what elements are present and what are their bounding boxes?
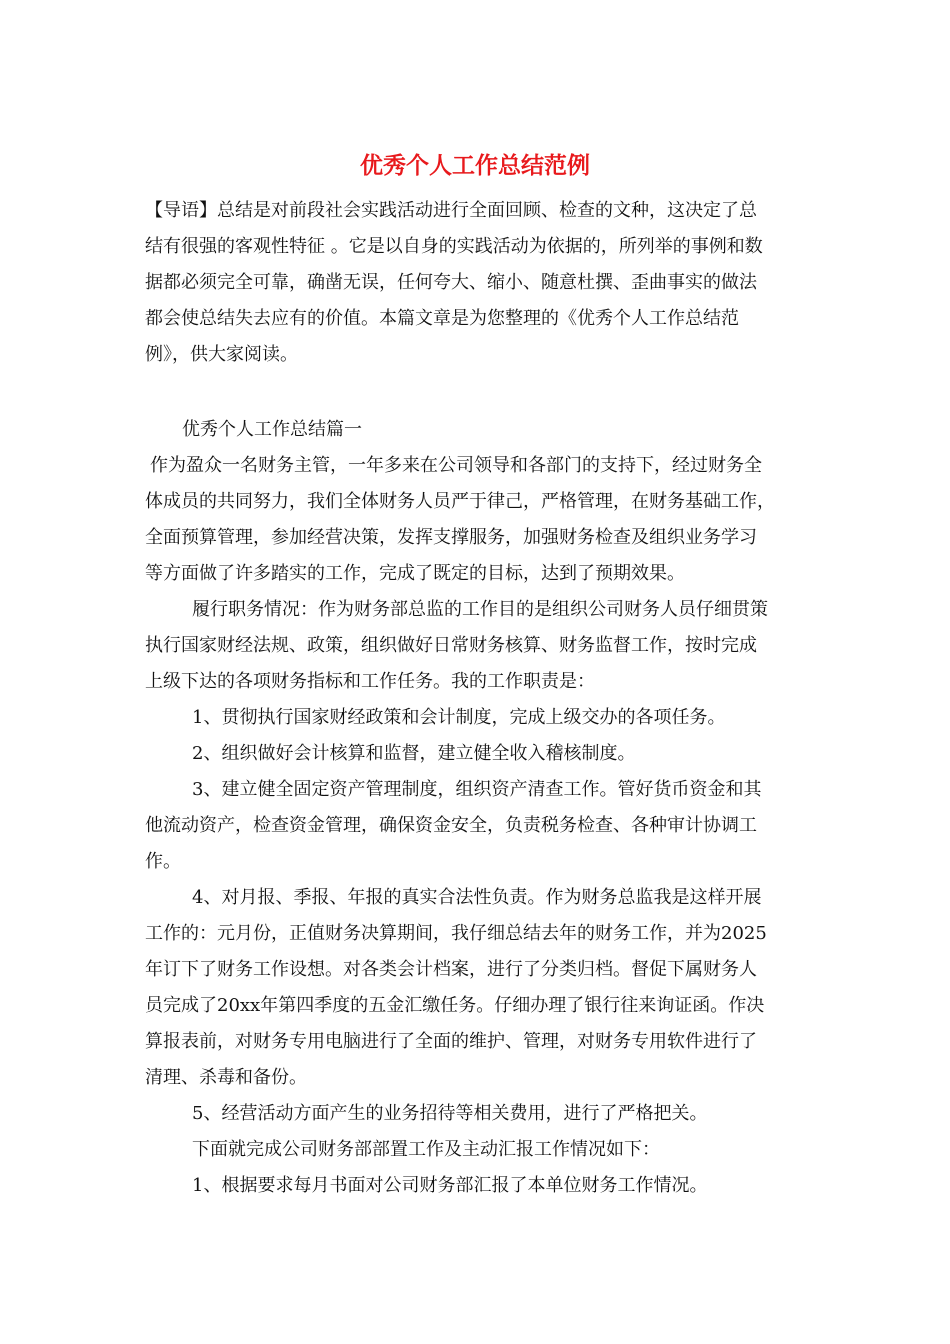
intro-line-2: 结有很强的客观性特征 。它是以自身的实践活动为依据的，所列举的事例和数	[145, 236, 763, 257]
document-title: 优秀个人工作总结范例	[360, 152, 590, 179]
paragraph-line: 执行国家财经法规、政策，组织做好日常财务核算、财务监督工作，按时完成	[145, 635, 757, 656]
paragraph-line: 工作的：元月份，正值财务决算期间，我仔细总结去年的财务工作，并为2025	[145, 923, 767, 944]
intro-line-5: 例》，供大家阅读。	[145, 344, 298, 365]
intro-line-4: 都会使总结失去应有的价值。本篇文章是为您整理的《优秀个人工作总结范	[145, 308, 739, 329]
paragraph-line: 等方面做了许多踏实的工作，完成了既定的目标，达到了预期效果。	[145, 563, 685, 584]
list-item-1: 1、贯彻执行国家财经政策和会计制度，完成上级交办的各项任务。	[192, 707, 726, 728]
paragraph-line: 员完成了20xx年第四季度的五金汇缴任务。仔细办理了银行往来询证函。作决	[145, 995, 765, 1016]
list-item-2: 2、组织做好会计核算和监督，建立健全收入稽核制度。	[192, 743, 636, 764]
paragraph-line: 上级下达的各项财务指标和工作任务。我的工作职责是：	[145, 671, 595, 692]
paragraph-line: 清理、杀毒和备份。	[145, 1067, 307, 1088]
paragraph-line: 履行职务情况：作为财务部总监的工作目的是组织公司财务人员仔细贯策	[192, 599, 768, 620]
paragraph-line: 全面预算管理，参加经营决策，发挥支撑服务，加强财务检查及组织业务学习	[145, 527, 757, 548]
intro-line-1: 【导语】总结是对前段社会实践活动进行全面回顾、检查的文种，这决定了总	[145, 200, 757, 221]
paragraph-line: 算报表前，对财务专用电脑进行了全面的维护、管理，对财务专用软件进行了	[145, 1031, 757, 1052]
paragraph-line: 下面就完成公司财务部部置工作及主动汇报工作情况如下：	[192, 1139, 660, 1160]
paragraph-line: 他流动资产，检查资金管理，确保资金安全，负责税务检查、各种审计协调工	[145, 815, 757, 836]
intro-line-3: 据都必须完全可靠，确凿无误，任何夸大、缩小、随意杜撰、歪曲事实的做法	[145, 272, 757, 293]
list-item-4: 4、对月报、季报、年报的真实合法性负责。作为财务总监我是这样开展	[192, 887, 762, 908]
list-item-3: 3、建立健全固定资产管理制度，组织资产清查工作。管好货币资金和其	[192, 779, 762, 800]
paragraph-line: 年订下了财务工作设想。对各类会计档案，进行了分类归档。督促下属财务人	[145, 959, 757, 980]
paragraph-line: 作为盈众一名财务主管，一年多来在公司领导和各部门的支持下，经过财务全	[150, 455, 762, 476]
paragraph-line: 作。	[145, 851, 181, 872]
section-heading: 优秀个人工作总结篇一	[182, 419, 362, 440]
list-item-1b: 1、根据要求每月书面对公司财务部汇报了本单位财务工作情况。	[192, 1175, 708, 1196]
paragraph-line: 体成员的共同努力，我们全体财务人员严于律己，严格管理，在财务基础工作，	[145, 491, 775, 512]
list-item-5: 5、经营活动方面产生的业务招待等相关费用，进行了严格把关。	[192, 1103, 708, 1124]
